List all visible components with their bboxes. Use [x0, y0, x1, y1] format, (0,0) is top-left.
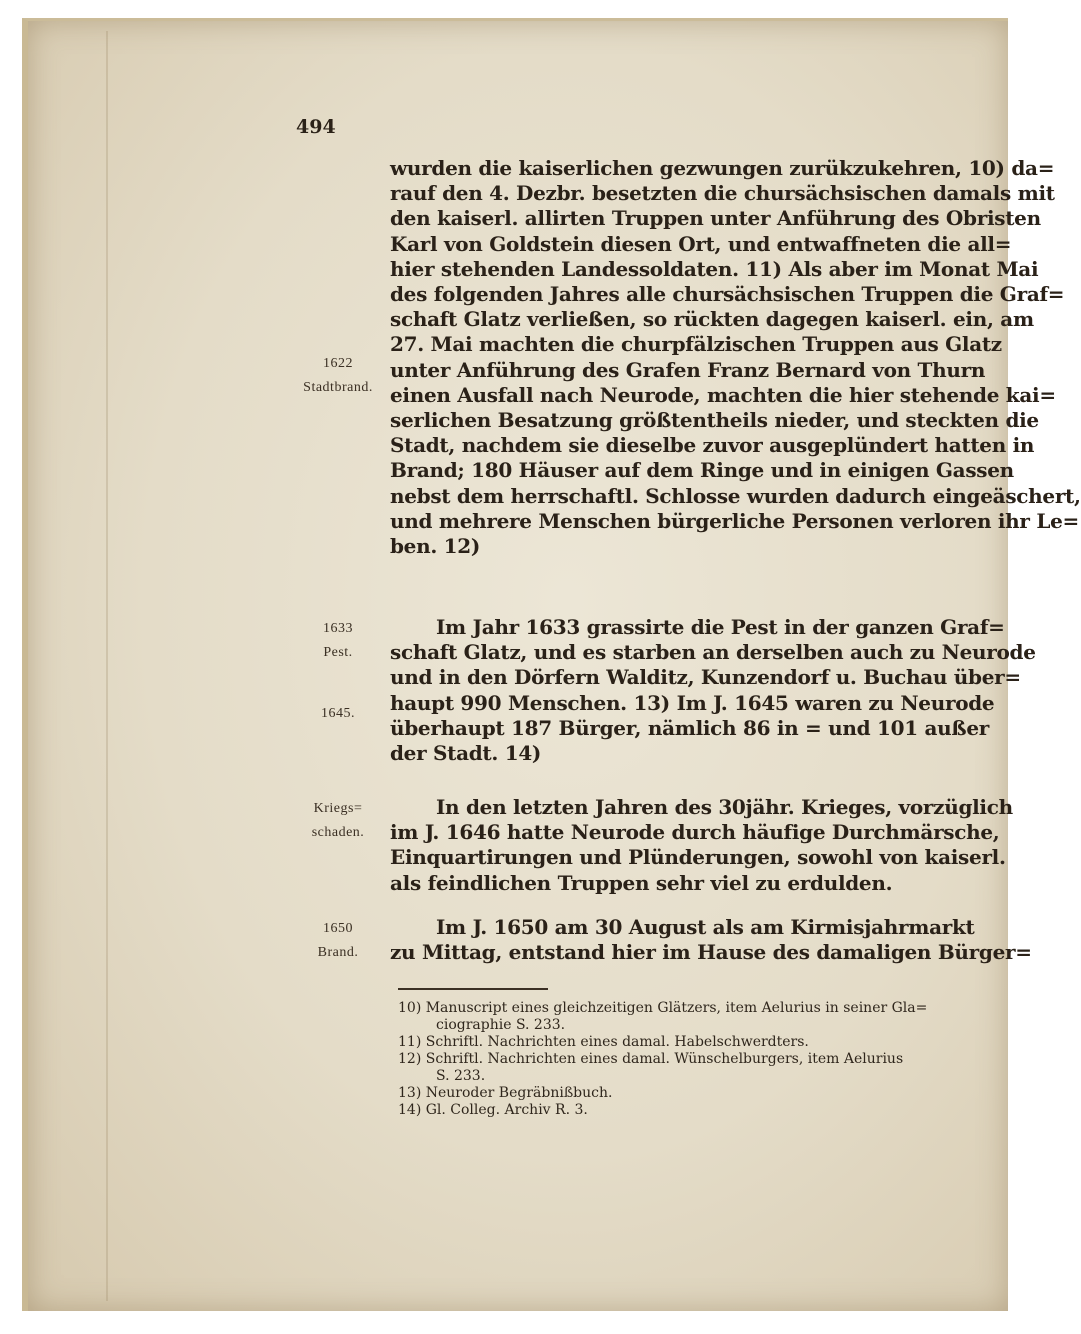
text-line: Im Jahr 1633 grassirte die Pest in der ganzen Graf=	[436, 615, 1005, 639]
text-line: Stadt, nachdem sie dieselbe zuvor ausgeplündert hatten in	[390, 433, 1035, 458]
text-line: serlichen Besatzung größtentheils nieder, und steckten die	[390, 408, 1039, 433]
margin-note-1633	[296, 617, 380, 665]
text-line: Einquartirungen und Plünderungen, sowohl von kaiserl.	[390, 845, 1006, 870]
paragraph-4	[390, 915, 1032, 965]
margin-note-year: 1645.	[321, 706, 355, 721]
text-line: hier stehenden Landessoldaten. 11) Als aber im Monat Mai	[390, 256, 1039, 281]
text-line: überhaupt 187 Bürger, nämlich 86 in = und 101 außer	[390, 715, 989, 740]
text-line: schaft Glatz verließen, so rückten dagegen kaiserl. ein, am	[390, 307, 1034, 332]
text-line: und mehrere Menschen bürgerliche Personen verloren ihr Le=	[390, 508, 1079, 533]
margin-note-1622	[296, 352, 380, 400]
margin-note-label: schaden.	[311, 825, 365, 840]
margin-note-label: Kriegs=	[313, 801, 363, 816]
paragraph-3	[390, 795, 1013, 896]
paragraph-2	[390, 615, 1036, 766]
margin-note-label: Pest.	[323, 645, 353, 660]
footnote-separator	[398, 988, 548, 990]
margin-note-year: 1633	[323, 621, 353, 636]
text-line: unter Anführung des Grafen Franz Bernard von Thurn	[390, 357, 986, 382]
margin-note-kriegsschaden	[296, 797, 380, 845]
footnote-11: 11) Schriftl. Nachrichten eines damal. Habelschwerdters.	[398, 1034, 809, 1050]
text-line: des folgenden Jahres alle chursächsischen Truppen die Graf=	[390, 282, 1065, 307]
page-number: 494	[296, 116, 336, 138]
text-line: rauf den 4. Dezbr. besetzten die chursächsischen damals mit	[390, 181, 1055, 206]
text-line: und in den Dörfern Walditz, Kunzendorf u. Buchau über=	[390, 665, 1021, 690]
text-line: Brand; 180 Häuser auf dem Ringe und in einigen Gassen	[390, 458, 1014, 483]
text-line: ben. 12)	[390, 534, 481, 559]
text-line: Im J. 1650 am 30 August als am Kirmisjahrmarkt	[436, 915, 975, 939]
text-line: schaft Glatz, und es starben an derselben auch zu Neurode	[390, 640, 1036, 665]
margin-note-year: 1650	[323, 921, 353, 936]
footnotes	[398, 1000, 970, 1119]
text-line: Karl von Goldstein diesen Ort, und entwaffneten die all=	[390, 231, 1012, 256]
text-line: nebst dem herrschaftl. Schlosse wurden dadurch eingeäschert,	[390, 483, 1081, 508]
footnote-13: 13) Neuroder Begräbnißbuch.	[398, 1085, 613, 1101]
text-line: zu Mittag, entstand hier im Hause des damaligen Bürger=	[390, 940, 1032, 965]
margin-note-label: Brand.	[317, 945, 359, 960]
footnote-12: 12) Schriftl. Nachrichten eines damal. Wünschelburgers, item Aelurius	[398, 1051, 904, 1067]
text-line: der Stadt. 14)	[390, 741, 542, 766]
footnote-10: 10) Manuscript eines gleichzeitigen Glätzers, item Aelurius in seiner Gla=	[398, 1000, 928, 1016]
text-line: einen Ausfall nach Neurode, machten die hier stehende kai=	[390, 382, 1056, 407]
footnote-12-cont: S. 233.	[436, 1068, 486, 1084]
margin-note-1645	[296, 702, 380, 726]
text-line: 27. Mai machten die churpfälzischen Truppen aus Glatz	[390, 332, 1002, 357]
margin-note-label: Stadtbrand.	[303, 380, 373, 395]
margin-note-1650	[296, 917, 380, 965]
text-line: wurden die kaiserlichen gezwungen zurükzukehren, 10) da=	[390, 156, 1055, 180]
footnote-10-cont: ciographie S. 233.	[436, 1017, 566, 1033]
text-line: haupt 990 Menschen. 13) Im J. 1645 waren zu Neurode	[390, 690, 995, 715]
text-line: In den letzten Jahren des 30jähr. Krieges, vorzüglich	[436, 795, 1013, 819]
text-line: den kaiserl. allirten Truppen unter Anführung des Obristen	[390, 206, 1041, 231]
footnote-14: 14) Gl. Colleg. Archiv R. 3.	[398, 1102, 588, 1118]
margin-note-year: 1622	[323, 356, 353, 371]
text-line: als feindlichen Truppen sehr viel zu erdulden.	[390, 870, 893, 895]
paragraph-1	[390, 156, 1081, 559]
text-line: im J. 1646 hatte Neurode durch häufige Durchmärsche,	[390, 820, 1000, 845]
